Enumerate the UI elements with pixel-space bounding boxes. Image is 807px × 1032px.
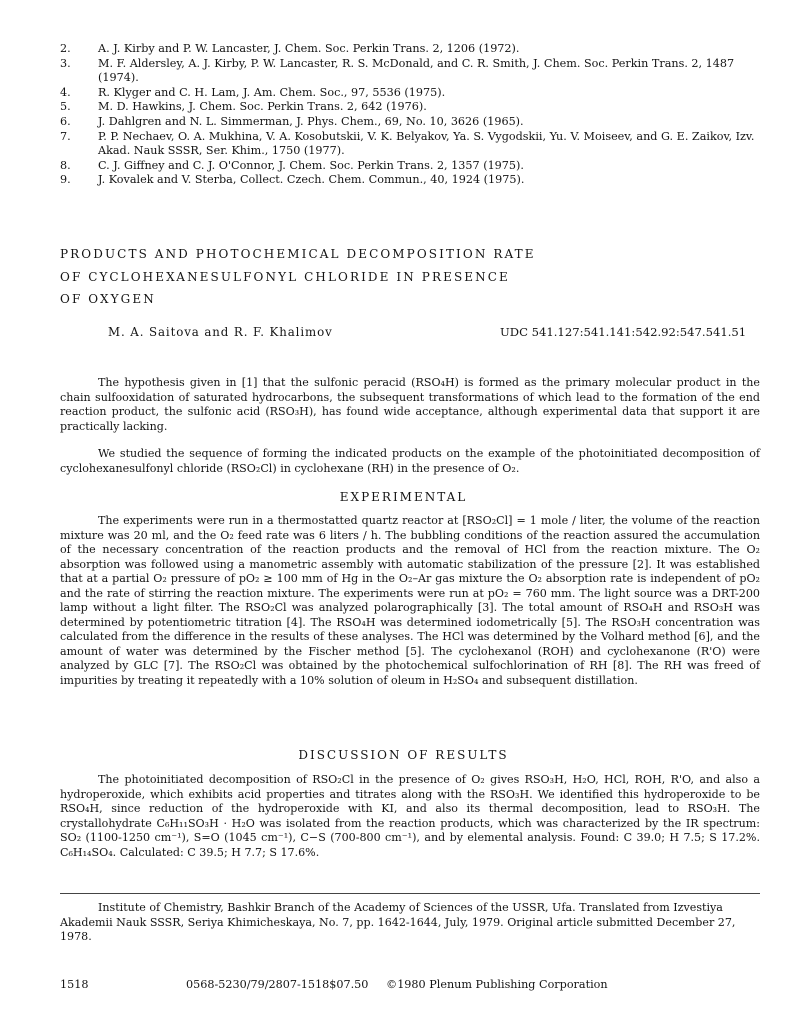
section-heading-discussion: DISCUSSION OF RESULTS (298, 748, 509, 762)
authors: M. A. Saitova and R. F. Khalimov (108, 325, 333, 339)
title-line-1: PRODUCTS AND PHOTOCHEMICAL DECOMPOSITION RATE (60, 247, 536, 261)
reference-item: 5. M. D. Hawkins, J. Chem. Soc. Perkin Trans. 2, 642 (1976). (60, 100, 427, 114)
institute-note: Institute of Chemistry, Bashkir Branch of the Academy of Sciences of the USSR, Ufa. Translated from Izvestiya Akademii Nauk SSSR, Seriya Khimicheskaya, No. 7, pp. 1642-1644, July, 1979. Original article submitted December 27, 1978. (60, 901, 736, 943)
reference-item: 4. R. Klyger and C. H. Lam, J. Am. Chem. Soc., 97, 5536 (1975). (60, 85, 446, 99)
reference-item: 6. J. Dahlgren and N. L. Simmerman, J. Phys. Chem., 69, No. 10, 3626 (1965). (60, 114, 524, 128)
journal-code: 0568-5230/79/2807-1518$07.50 (186, 978, 369, 991)
reference-item: 7. P. P. Nechaev, O. A. Mukhina, V. A. Kosobutskii, V. K. Belyakov, Ya. S. Vygodskii, Yu. V. Moiseev, and G. E. Zaikov, Izv. Akad. Nauk SSSR, Ser. Khim., 1750 (1977). (60, 129, 755, 158)
udc-code: UDC 541.127:541.141:542.92:547.541.51 (500, 325, 747, 339)
reference-item: 2. A. J. Kirby and P. W. Lancaster, J. Chem. Soc. Perkin Trans. 2, 1206 (1972). (60, 42, 520, 55)
intro-paragraph-2: We studied the sequence of forming the indicated products on the example of the photoinitiated decomposition of cyclohexanesulfonyl chloride (RSO₂Cl) in cyclohexane (RH) in the presence of O₂. (60, 447, 760, 475)
reference-item: 9. J. Kovalek and V. Sterba, Collect. Czech. Chem. Commun., 40, 1924 (1975). (60, 173, 525, 187)
page-number: 1518 (60, 978, 89, 991)
footnote-divider (60, 893, 760, 894)
title-line-2: OF CYCLOHEXANESULFONYL CHLORIDE IN PRESENCE (60, 269, 510, 284)
reference-list (60, 42, 760, 188)
experimental-paragraph: The experiments were run in a thermostatted quartz reactor at [RSO₂Cl] = 1 mole / liter, the volume of the reaction mixture was 20 ml, and the O₂ feed rate was 6 liters / h. The bubbling conditions of the reaction assured the accumulation of the necessary concentration of the reaction products and the removal of HCl from the reaction mixture. The O₂ absorption was followed using a manometric assembly with automatic stabilization of the pressure [2]. It was established that at a partial O₂ pressure of pO₂ ≥ 100 mm of Hg in the O₂–Ar gas mixture the O₂ absorption rate is independent of pO₂ and the rate of stirring the reaction mixture. The experiments were run at pO₂ = 760 mm. The light source was a DRT-200 lamp without a light filter. The RSO₂Cl was analyzed polarographically [3]. The total amount of RSO₄H and RSO₃H was determined by potentiometric titration [4]. The RSO₄H was determined iodometrically [5]. The RSO₃H concentration was calculated from the difference in the results of these analyses. The HCl was determined by the Volhard method [6], and the amount of water was determined by the Fischer method [5]. The cyclohexanol (ROH) and cyclohexanone (R'O) were analyzed by GLC [7]. The RSO₂Cl was obtained by the photochemical sulfochlorination of RH [8]. The RH was freed of impurities by treating it repeatedly with a 10% solution of oleum in H₂SO₄ and subsequent distillation. (60, 514, 760, 687)
reference-item: 8. C. J. Giffney and C. J. O'Connor, J. Chem. Soc. Perkin Trans. 2, 1357 (1975). (60, 158, 524, 172)
title-line-3: OF OXYGEN (60, 292, 156, 306)
section-heading-experimental: EXPERIMENTAL (339, 490, 468, 504)
copyright-notice: ©1980 Plenum Publishing Corporation (386, 978, 608, 991)
article-title (60, 243, 536, 311)
discussion-paragraph: The photoinitiated decomposition of RSO₂Cl in the presence of O₂ gives RSO₃H, H₂O, HCl, ROH, R'O, and also a hydroperoxide, which exhibits acid properties and titrates along with the RSO₃H. We identified this hydroperoxide to be RSO₄H, since reduction of the hydroperoxide with KI, and also its thermal decomposition, lead to RSO₃H. The crystallohydrate C₆H₁₁SO₃H · H₂O was isolated from the reaction products, which was characterized by the IR spectrum: SO₂ (1100-1250 cm⁻¹), S=O (1045 cm⁻¹), C−S (700-800 cm⁻¹), and by elemental analysis. Found: C 39.0; H 7.5; S 17.2%. C₆H₁₄SO₄. Calculated: C 39.5; H 7.7; S 17.6%. (60, 773, 760, 859)
reference-item: 3. M. F. Aldersley, A. J. Kirby, P. W. Lancaster, R. S. McDonald, and C. R. Smith, J. Chem. Soc. Perkin Trans. 2, 1487 (1974). (60, 56, 735, 85)
intro-paragraph-1: The hypothesis given in [1] that the sulfonic peracid (RSO₄H) is formed as the primary molecular product in the chain sulfooxidation of saturated hydrocarbons, the subsequent transformations of which lead to the formation of the end reaction product, the sulfonic acid (RSO₃H), has found wide acceptance, although experimental data that support it are practically lacking. (60, 376, 760, 433)
